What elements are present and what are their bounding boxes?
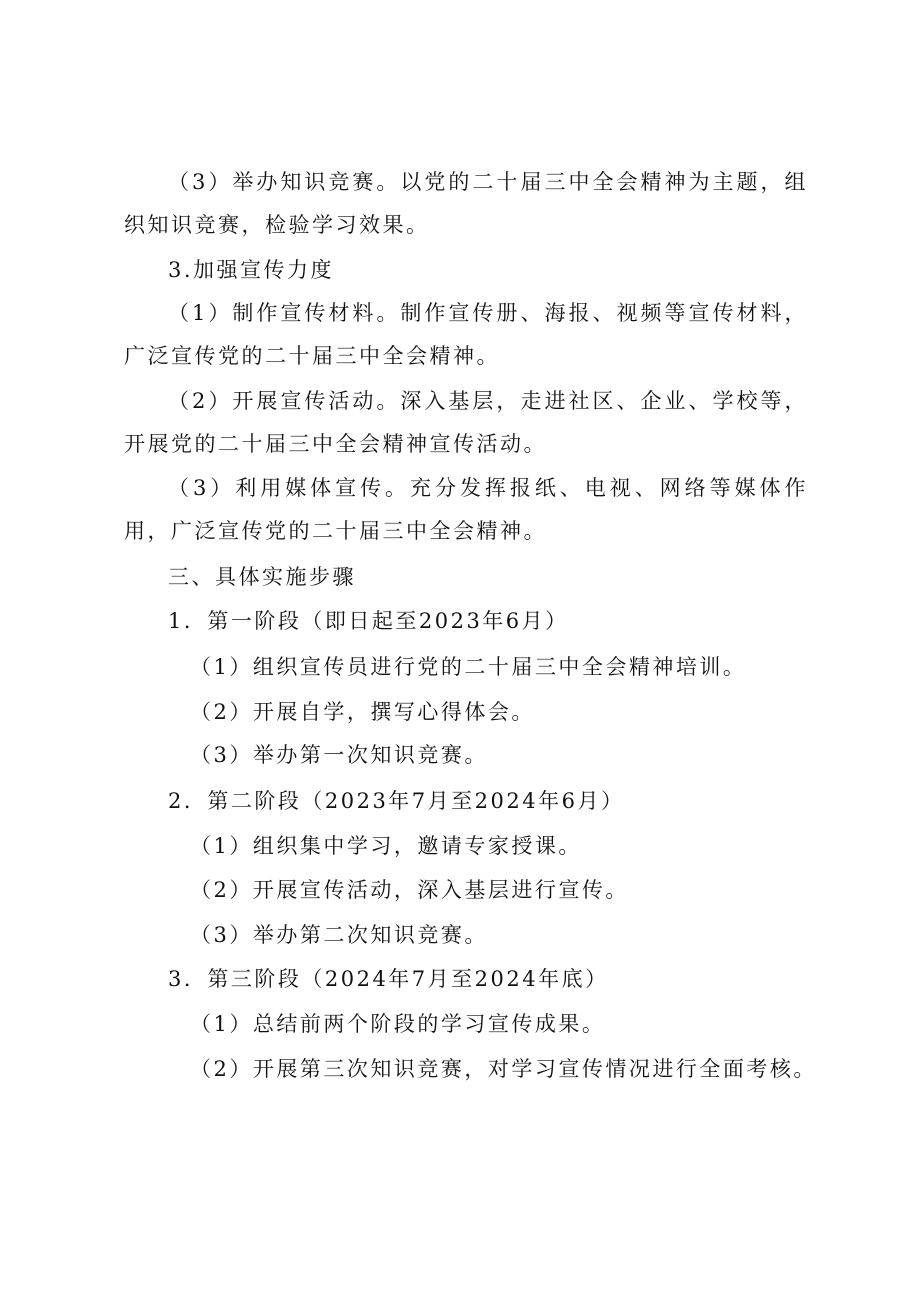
stage-3-title: 3．第三阶段（2024年7月至2024年底） [168,967,609,991]
stage-2-item: （2）开展宣传活动，深入基层进行宣传。 [190,878,629,902]
stage-3-item: （2）开展第三次知识竞赛，对学习宣传情况进行全面考核。 [190,1057,817,1081]
stage-2-title: 2．第二阶段（2023年7月至2024年6月） [168,789,625,813]
paragraph-media-propaganda: （3）利用媒体宣传。充分发挥报纸、电视、网络等媒体作用，广泛宣传党的二十届三中全会精神。 [124,476,808,543]
stage-2-item: （3）举办第二次知识竞赛。 [190,923,488,947]
stage-1-item: （3）举办第一次知识竞赛。 [190,743,488,767]
stage-1-item: （1）组织宣传员进行党的二十届三中全会精神培训。 [190,655,747,679]
heading-strengthen-propaganda: 3.加强宣传力度 [168,258,335,282]
stage-1-item: （2）开展自学，撰写心得体会。 [190,700,535,724]
stage-3-item: （1）总结前两个阶段的学习宣传成果。 [190,1012,606,1036]
paragraph-knowledge-contest: （3）举办知识竞赛。以党的二十届三中全会精神为主题，组织知识竞赛，检验学习效果。 [124,170,808,237]
stage-2-item: （1）组织集中学习，邀请专家授课。 [190,834,582,858]
paragraph-propaganda-materials: （1）制作宣传材料。制作宣传册、海报、视频等宣传材料，广泛宣传党的二十届三中全会精神。 [124,301,808,368]
paragraph-propaganda-activities: （2）开展宣传活动。深入基层，走进社区、企业、学校等，开展党的二十届三中全会精神宣传活动。 [124,389,808,456]
stage-1-title: 1．第一阶段（即日起至2023年6月） [168,609,569,633]
section-title-implementation-steps: 三、具体实施步骤 [168,565,356,589]
